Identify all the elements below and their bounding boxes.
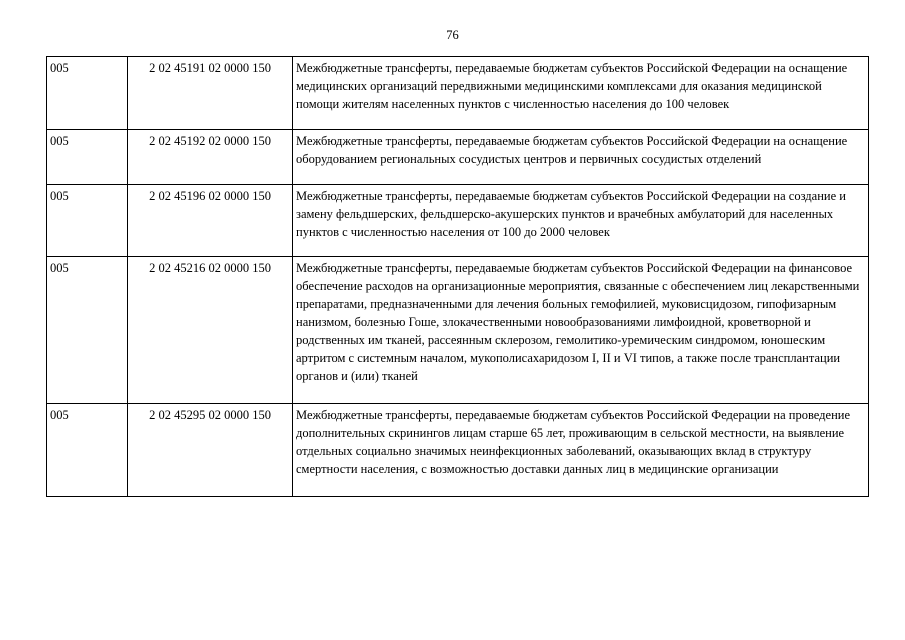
admin-code-cell: 005	[47, 185, 128, 257]
admin-code-cell: 005	[47, 404, 128, 497]
table-row	[47, 130, 869, 185]
budget-code-cell: 2 02 45216 02 0000 150	[128, 257, 293, 404]
admin-code-cell: 005	[47, 257, 128, 404]
description-cell: Межбюджетные трансферты, передаваемые бюджетам субъектов Российской Федерации на финансовое обеспечение расходов на организационные мероприятия, связанные с обеспечением лиц лекарственными препаратами, предназначенными для лечения больных гемофилией, муковисцидозом, гипофизарным нанизмом, болезнью Гоше, злокачественными новообразованиями лимфоидной, кроветворной и родственных им тканей, рассеянным склерозом, гемолитико-уремическим синдромом, юношеским артритом с системным началом, мукополисахаридозом I, II и VI типов, а также после трансплантации органов и (или) тканей	[293, 257, 869, 404]
budget-code-cell: 2 02 45196 02 0000 150	[128, 185, 293, 257]
admin-code-cell: 005	[47, 130, 128, 185]
description-cell: Межбюджетные трансферты, передаваемые бюджетам субъектов Российской Федерации на оснащение оборудованием региональных сосудистых центров и первичных сосудистых отделений	[293, 130, 869, 185]
table-row	[47, 404, 869, 497]
budget-classification-table	[46, 56, 869, 497]
table-row	[47, 57, 869, 130]
page-number: 76	[446, 28, 459, 42]
budget-code-cell: 2 02 45192 02 0000 150	[128, 130, 293, 185]
description-cell: Межбюджетные трансферты, передаваемые бюджетам субъектов Российской Федерации на оснащение медицинских организаций передвижными медицинскими комплексами для оказания медицинской помощи жителям населенных пунктов с численностью населения до 100 человек	[293, 57, 869, 130]
admin-code-cell: 005	[47, 57, 128, 130]
table-row	[47, 185, 869, 257]
description-cell: Межбюджетные трансферты, передаваемые бюджетам субъектов Российской Федерации на проведение дополнительных скринингов лицам старше 65 лет, проживающим в сельской местности, на выявление отдельных социально значимых неинфекционных заболеваний, оказывающих вклад в структуру смертности населения, с возможностью доставки данных лиц в медицинские организации	[293, 404, 869, 497]
budget-code-cell: 2 02 45191 02 0000 150	[128, 57, 293, 130]
table-row	[47, 257, 869, 404]
budget-code-cell: 2 02 45295 02 0000 150	[128, 404, 293, 497]
description-cell: Межбюджетные трансферты, передаваемые бюджетам субъектов Российской Федерации на создание и замену фельдшерских, фельдшерско-акушерских пунктов и врачебных амбулаторий для населенных пунктов с численностью населения от 100 до 2000 человек	[293, 185, 869, 257]
